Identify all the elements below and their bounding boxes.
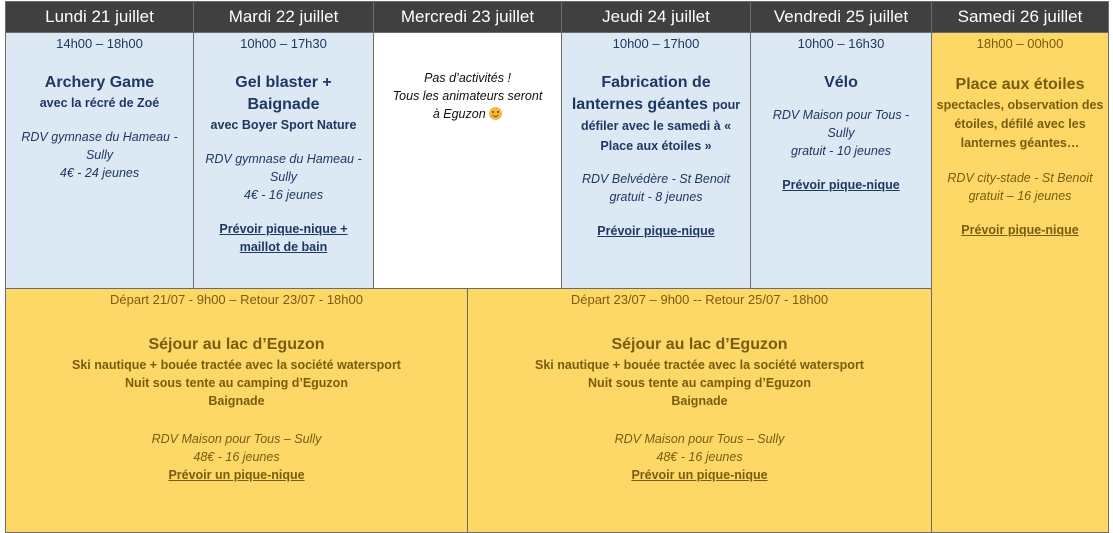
- header-mardi: [193, 1, 374, 33]
- activity-price: gratuit – 16 jeunes: [968, 189, 1072, 203]
- activity-subtitle: avec Boyer Sport Nature: [210, 118, 357, 132]
- sejour-title: Séjour au lac d’Eguzon: [148, 336, 325, 353]
- cell-sejour-2: [467, 288, 932, 533]
- cell-lundi: [5, 32, 194, 289]
- header-lundi: [5, 1, 194, 33]
- sejour-activity: Ski nautique + bouée tractée avec la société watersport: [535, 358, 864, 372]
- header-label: Jeudi 24 juillet: [602, 7, 710, 26]
- activity-title: Archery Game: [44, 74, 155, 91]
- cell-jeudi: [561, 32, 751, 289]
- sejour-dates: Départ 21/07 - 9h00 – Retour 23/07 - 18h00: [110, 292, 363, 307]
- pique-nique-link[interactable]: Prévoir pique-nique: [597, 224, 715, 238]
- activity-time: 10h00 – 16h30: [797, 36, 885, 51]
- header-label: Mercredi 23 juillet: [400, 7, 535, 26]
- pique-nique-link[interactable]: Prévoir un pique-nique: [168, 468, 305, 482]
- cell-mercredi: [373, 32, 562, 289]
- activity-price: gratuit - 10 jeunes: [790, 144, 892, 158]
- pique-nique-link[interactable]: Prévoir pique-nique: [961, 223, 1079, 237]
- sejour-baignade: Baignade: [208, 394, 265, 408]
- cell-samedi: [931, 32, 1109, 533]
- sejour-title: Séjour au lac d’Eguzon: [611, 336, 788, 353]
- pique-nique-link[interactable]: Prévoir pique-nique: [782, 178, 900, 192]
- pique-nique-link[interactable]: Prévoir pique-nique + maillot de bain: [219, 222, 348, 254]
- header-label: Vendredi 25 juillet: [773, 7, 909, 26]
- activity-title: Gel blaster + Baignade: [235, 74, 332, 113]
- header-label: Lundi 21 juillet: [45, 7, 154, 26]
- activity-rdv: RDV Belvédère - St Benoit: [582, 172, 730, 186]
- activity-price: 4€ - 16 jeunes: [243, 188, 324, 202]
- activity-time: 18h00 – 00h00: [976, 36, 1064, 51]
- header-mercredi: [373, 1, 562, 33]
- activity-subtitle: avec la récré de Zoé: [39, 96, 160, 110]
- activity-subtitle: pour défiler avec le samedi à « Place aux étoiles »: [580, 98, 741, 153]
- sejour-baignade: Baignade: [671, 394, 728, 408]
- sejour-activity: Ski nautique + bouée tractée avec la société watersport: [72, 358, 401, 372]
- activity-rdv: RDV gymnase du Hameau - Sully: [21, 130, 178, 162]
- header-label: Samedi 26 juillet: [957, 7, 1083, 26]
- cell-vendredi: [750, 32, 932, 289]
- header-vendredi: [750, 1, 932, 33]
- no-activity-text: Pas d’activités !: [424, 71, 511, 85]
- sejour-night: Nuit sous tente au camping d’Eguzon: [588, 376, 811, 390]
- sejour-price: 48€ - 16 jeunes: [193, 450, 280, 464]
- activity-price: gratuit - 8 jeunes: [609, 190, 703, 204]
- activity-price: 4€ - 24 jeunes: [59, 166, 140, 180]
- cell-mardi: [193, 32, 374, 289]
- sejour-rdv: RDV Maison pour Tous – Sully: [151, 432, 322, 446]
- sejour-rdv: RDV Maison pour Tous – Sully: [614, 432, 785, 446]
- activity-rdv: RDV city-stade - St Benoit: [947, 171, 1093, 185]
- activity-description: spectacles, observation des étoiles, défilé avec les lanternes géantes…: [936, 98, 1104, 150]
- sejour-price: 48€ - 16 jeunes: [656, 450, 743, 464]
- animators-note: Tous les animateurs seront à Eguzon: [392, 89, 543, 121]
- activity-time: 10h00 – 17h30: [240, 36, 327, 51]
- activity-rdv: RDV gymnase du Hameau - Sully: [205, 152, 362, 184]
- cell-sejour-1: [5, 288, 468, 533]
- header-samedi: [931, 1, 1109, 33]
- activity-time: 14h00 – 18h00: [56, 36, 143, 51]
- sejour-night: Nuit sous tente au camping d’Eguzon: [125, 376, 348, 390]
- activity-rdv: RDV Maison pour Tous - Sully: [772, 108, 910, 140]
- activity-time: 10h00 – 17h00: [612, 36, 700, 51]
- sejour-dates: Départ 23/07 – 9h00 -- Retour 25/07 - 18h00: [570, 292, 829, 307]
- activity-title: Fabrication de lanternes géantes: [571, 74, 711, 113]
- activity-title: Place aux étoiles: [955, 76, 1085, 93]
- pique-nique-link[interactable]: Prévoir un pique-nique: [631, 468, 768, 482]
- smiling-face-icon: [489, 107, 502, 120]
- header-label: Mardi 22 juillet: [228, 7, 339, 26]
- header-jeudi: [561, 1, 751, 33]
- activity-title: Vélo: [824, 74, 858, 91]
